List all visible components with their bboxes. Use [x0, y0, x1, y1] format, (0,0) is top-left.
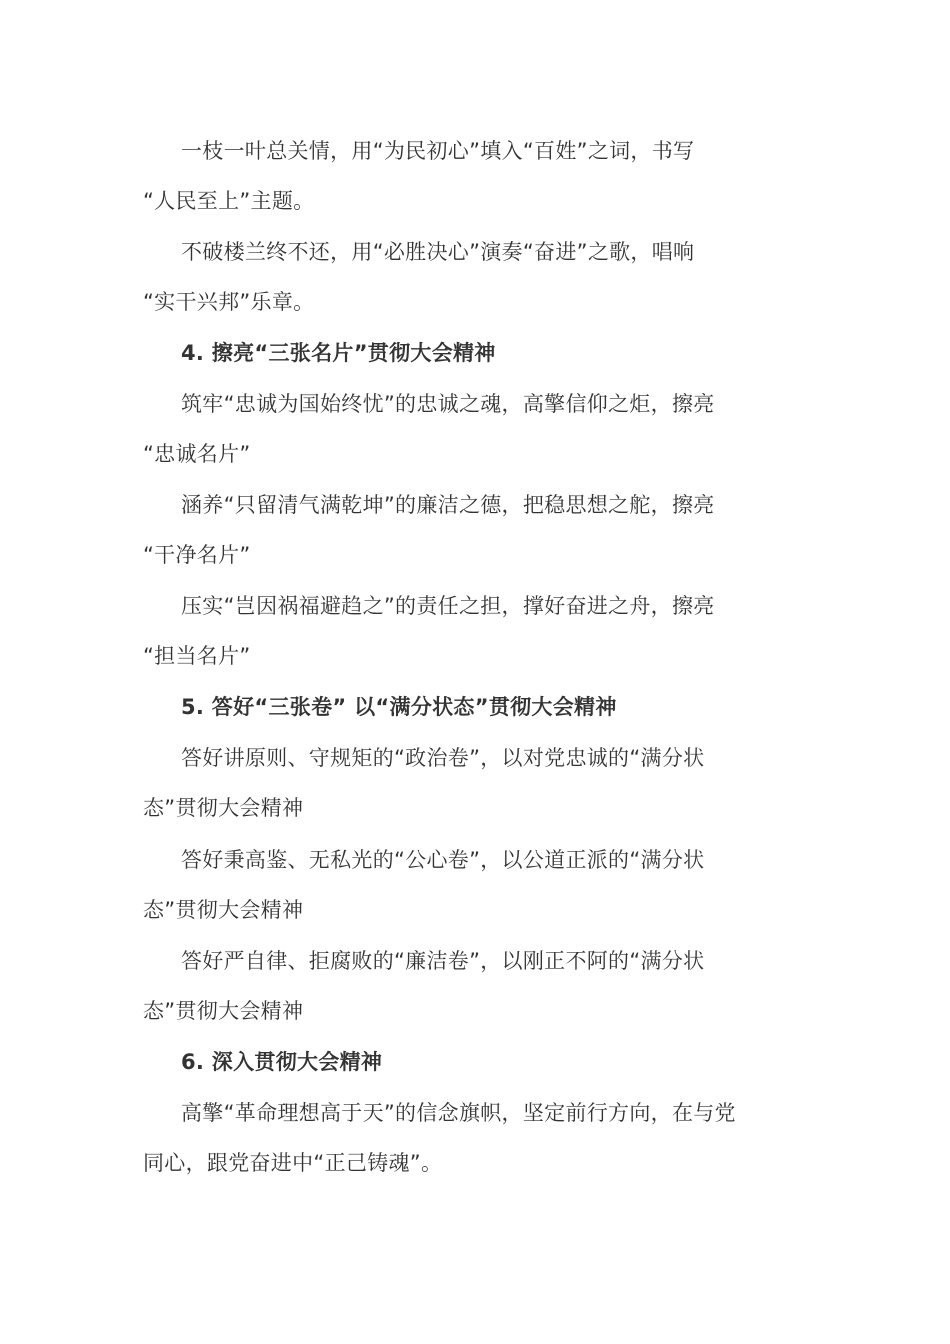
paragraph-line: “人民至上”主题。: [143, 189, 315, 213]
section-heading: 6. 深入贯彻大会精神: [181, 1050, 383, 1074]
paragraph-line: 答好秉高鉴、无私光的“公心卷”，以公道正派的“满分状: [181, 848, 705, 872]
paragraph-line: 态”贯彻大会精神: [143, 999, 304, 1023]
paragraph-line: 态”贯彻大会精神: [143, 898, 304, 922]
paragraph-line: 一枝一叶总关情，用“为民初心”填入“百姓”之词，书写: [181, 139, 695, 163]
paragraph-line: 态”贯彻大会精神: [143, 796, 304, 820]
paragraph-line: “担当名片”: [143, 644, 251, 668]
section-heading: 4. 擦亮“三张名片”贯彻大会精神: [181, 341, 496, 365]
paragraph-line: “忠诚名片”: [143, 442, 251, 466]
paragraph-line: 不破楼兰终不还，用“必胜决心”演奏“奋进”之歌，唱响: [181, 240, 695, 264]
paragraph-line: 筑牢“忠诚为国始终忧”的忠诚之魂，高擎信仰之炬，擦亮: [181, 392, 715, 416]
paragraph-line: 答好讲原则、守规矩的“政治卷”，以对党忠诚的“满分状: [181, 746, 705, 770]
paragraph-line: 答好严自律、拒腐败的“廉洁卷”，以刚正不阿的“满分状: [181, 949, 705, 973]
paragraph-line: 涵养“只留清气满乾坤”的廉洁之德，把稳思想之舵，擦亮: [181, 493, 715, 517]
paragraph-line: 同心，跟党奋进中“正己铸魂”。: [143, 1151, 443, 1175]
paragraph-line: 高擎“革命理想高于天”的信念旗帜，坚定前行方向，在与党: [181, 1101, 736, 1125]
paragraph-line: “实干兴邦”乐章。: [143, 290, 315, 314]
paragraph-line: 压实“岂因祸福避趋之”的责任之担，撑好奋进之舟，擦亮: [181, 594, 715, 618]
paragraph-line: “干净名片”: [143, 543, 251, 567]
section-heading: 5. 答好“三张卷” 以“满分状态”贯彻大会精神: [181, 695, 617, 719]
